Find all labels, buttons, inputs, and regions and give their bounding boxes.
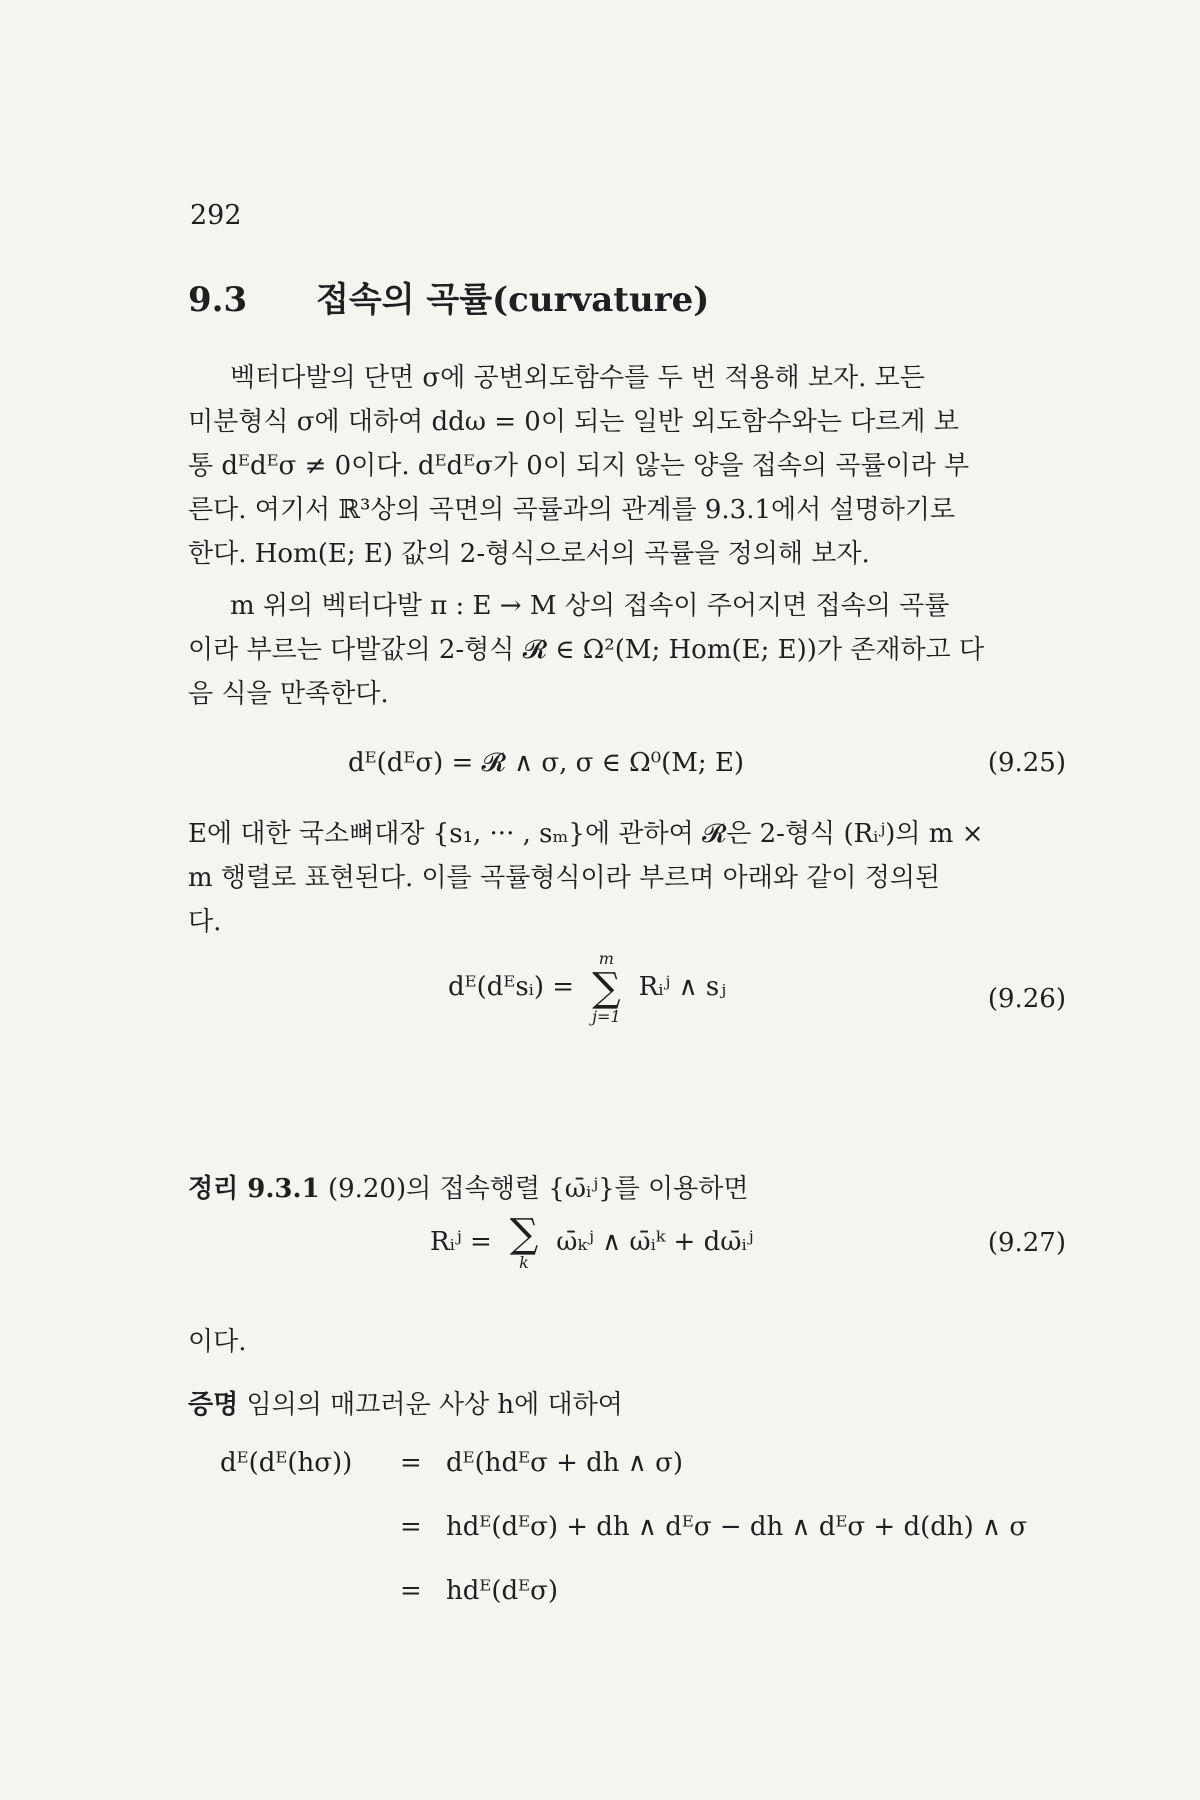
equation-tag: (9.27) bbox=[987, 1228, 1066, 1258]
sigma-symbol: ∑ bbox=[592, 965, 621, 1011]
section-number: 9.3 bbox=[188, 280, 248, 320]
paragraph-1 bbox=[188, 356, 1066, 576]
equation-rhs: ω̄ₖʲ ∧ ω̄ᵢᵏ + dω̄ᵢʲ bbox=[556, 1227, 754, 1257]
text-line: E에 대한 국소뼈대장 {s₁, ··· , sₘ}에 관하여 𝓡은 2-형식 (Rᵢʲ)의 m × bbox=[188, 819, 984, 849]
text-line: 른다. 여기서 ℝ³상의 곡면의 곡률과의 관계를 9.3.1에서 설명하기로 bbox=[188, 495, 956, 525]
proof-lhs: dᴱ(dᴱ(hσ)) bbox=[220, 1448, 353, 1478]
proof-eq-sign: = bbox=[400, 1576, 422, 1606]
text-line: 미분형식 σ에 대하여 ddω = 0이 되는 일반 외도함수와는 다르게 보 bbox=[188, 407, 959, 437]
theorem bbox=[188, 1168, 748, 1205]
proof-text: 임의의 매끄러운 사상 h에 대하여 bbox=[246, 1390, 623, 1420]
text-line: m 위의 벡터다발 π : E → M 상의 접속이 주어지면 접속의 곡률 bbox=[230, 591, 950, 621]
proof-label: 증명 bbox=[188, 1390, 239, 1420]
theorem-label: 정리 9.3.1 bbox=[188, 1174, 320, 1204]
text-line: 통 dᴱdᴱσ ≠ 0이다. dᴱdᴱσ가 0이 되지 않는 양을 접속의 곡률이라 부 bbox=[188, 451, 970, 481]
paragraph-3 bbox=[188, 812, 1066, 944]
proof-line-2: hdᴱ(dᴱσ) + dh ∧ dᴱσ − dh ∧ dᴱσ + d(dh) ∧ σ bbox=[446, 1512, 1028, 1542]
equation-tag: (9.26) bbox=[987, 984, 1066, 1014]
text-line: 이라 부르는 다발값의 2-형식 𝓡 ∈ Ω²(M; Hom(E; E))가 존재하고 다 bbox=[188, 635, 985, 665]
equation-lhs: Rᵢʲ = bbox=[430, 1227, 492, 1257]
equation-body bbox=[448, 950, 726, 1026]
text-line: 이다. bbox=[188, 1327, 247, 1357]
equation-9-26 bbox=[188, 950, 1066, 1050]
proof-intro bbox=[188, 1384, 623, 1421]
proof-eq-sign: = bbox=[400, 1512, 422, 1542]
equation-lhs: dᴱ(dᴱsᵢ) = bbox=[448, 972, 575, 1002]
text-line: 음 식을 만족한다. bbox=[188, 679, 389, 709]
equation-9-27 bbox=[188, 1211, 1066, 1294]
equation-tag: (9.25) bbox=[987, 748, 1066, 778]
paragraph-2 bbox=[188, 584, 1066, 716]
section-title: 접속의 곡률(curvature) bbox=[316, 280, 710, 320]
summation-lower: k bbox=[519, 1253, 529, 1272]
theorem-text: (9.20)의 접속행렬 {ω̄ᵢʲ}를 이용하면 bbox=[327, 1174, 749, 1204]
summation bbox=[586, 950, 626, 1026]
equation-body: dᴱ(dᴱσ) = 𝓡 ∧ σ, σ ∈ Ω⁰(M; E) bbox=[348, 748, 745, 778]
equation-9-25 bbox=[188, 748, 1066, 788]
text-line: 벡터다발의 단면 σ에 공변외도함수를 두 번 적용해 보자. 모든 bbox=[230, 363, 925, 393]
proof-eq-sign: = bbox=[400, 1448, 422, 1478]
paragraph-after-theorem bbox=[188, 1320, 1066, 1364]
equation-body bbox=[430, 1211, 754, 1272]
text-line: 한다. Hom(E; E) 값의 2-형식으로서의 곡률을 정의해 보자. bbox=[188, 539, 870, 569]
proof-line-1: dᴱ(hdᴱσ + dh ∧ σ) bbox=[446, 1448, 683, 1478]
text-line: 다. bbox=[188, 907, 222, 937]
summation-upper: m bbox=[598, 949, 614, 968]
text-line: m 행렬로 표현된다. 이를 곡률형식이라 부르며 아래와 같이 정의된 bbox=[188, 863, 941, 893]
proof-line-3: hdᴱ(dᴱσ) bbox=[446, 1576, 558, 1606]
sigma-symbol: ∑ bbox=[509, 1211, 539, 1257]
equation-rhs: Rᵢʲ ∧ sⱼ bbox=[638, 972, 727, 1002]
summation-lower: j=1 bbox=[592, 1007, 621, 1026]
page-number: 292 bbox=[190, 200, 242, 231]
summation bbox=[504, 1211, 544, 1272]
section-heading bbox=[188, 272, 709, 321]
